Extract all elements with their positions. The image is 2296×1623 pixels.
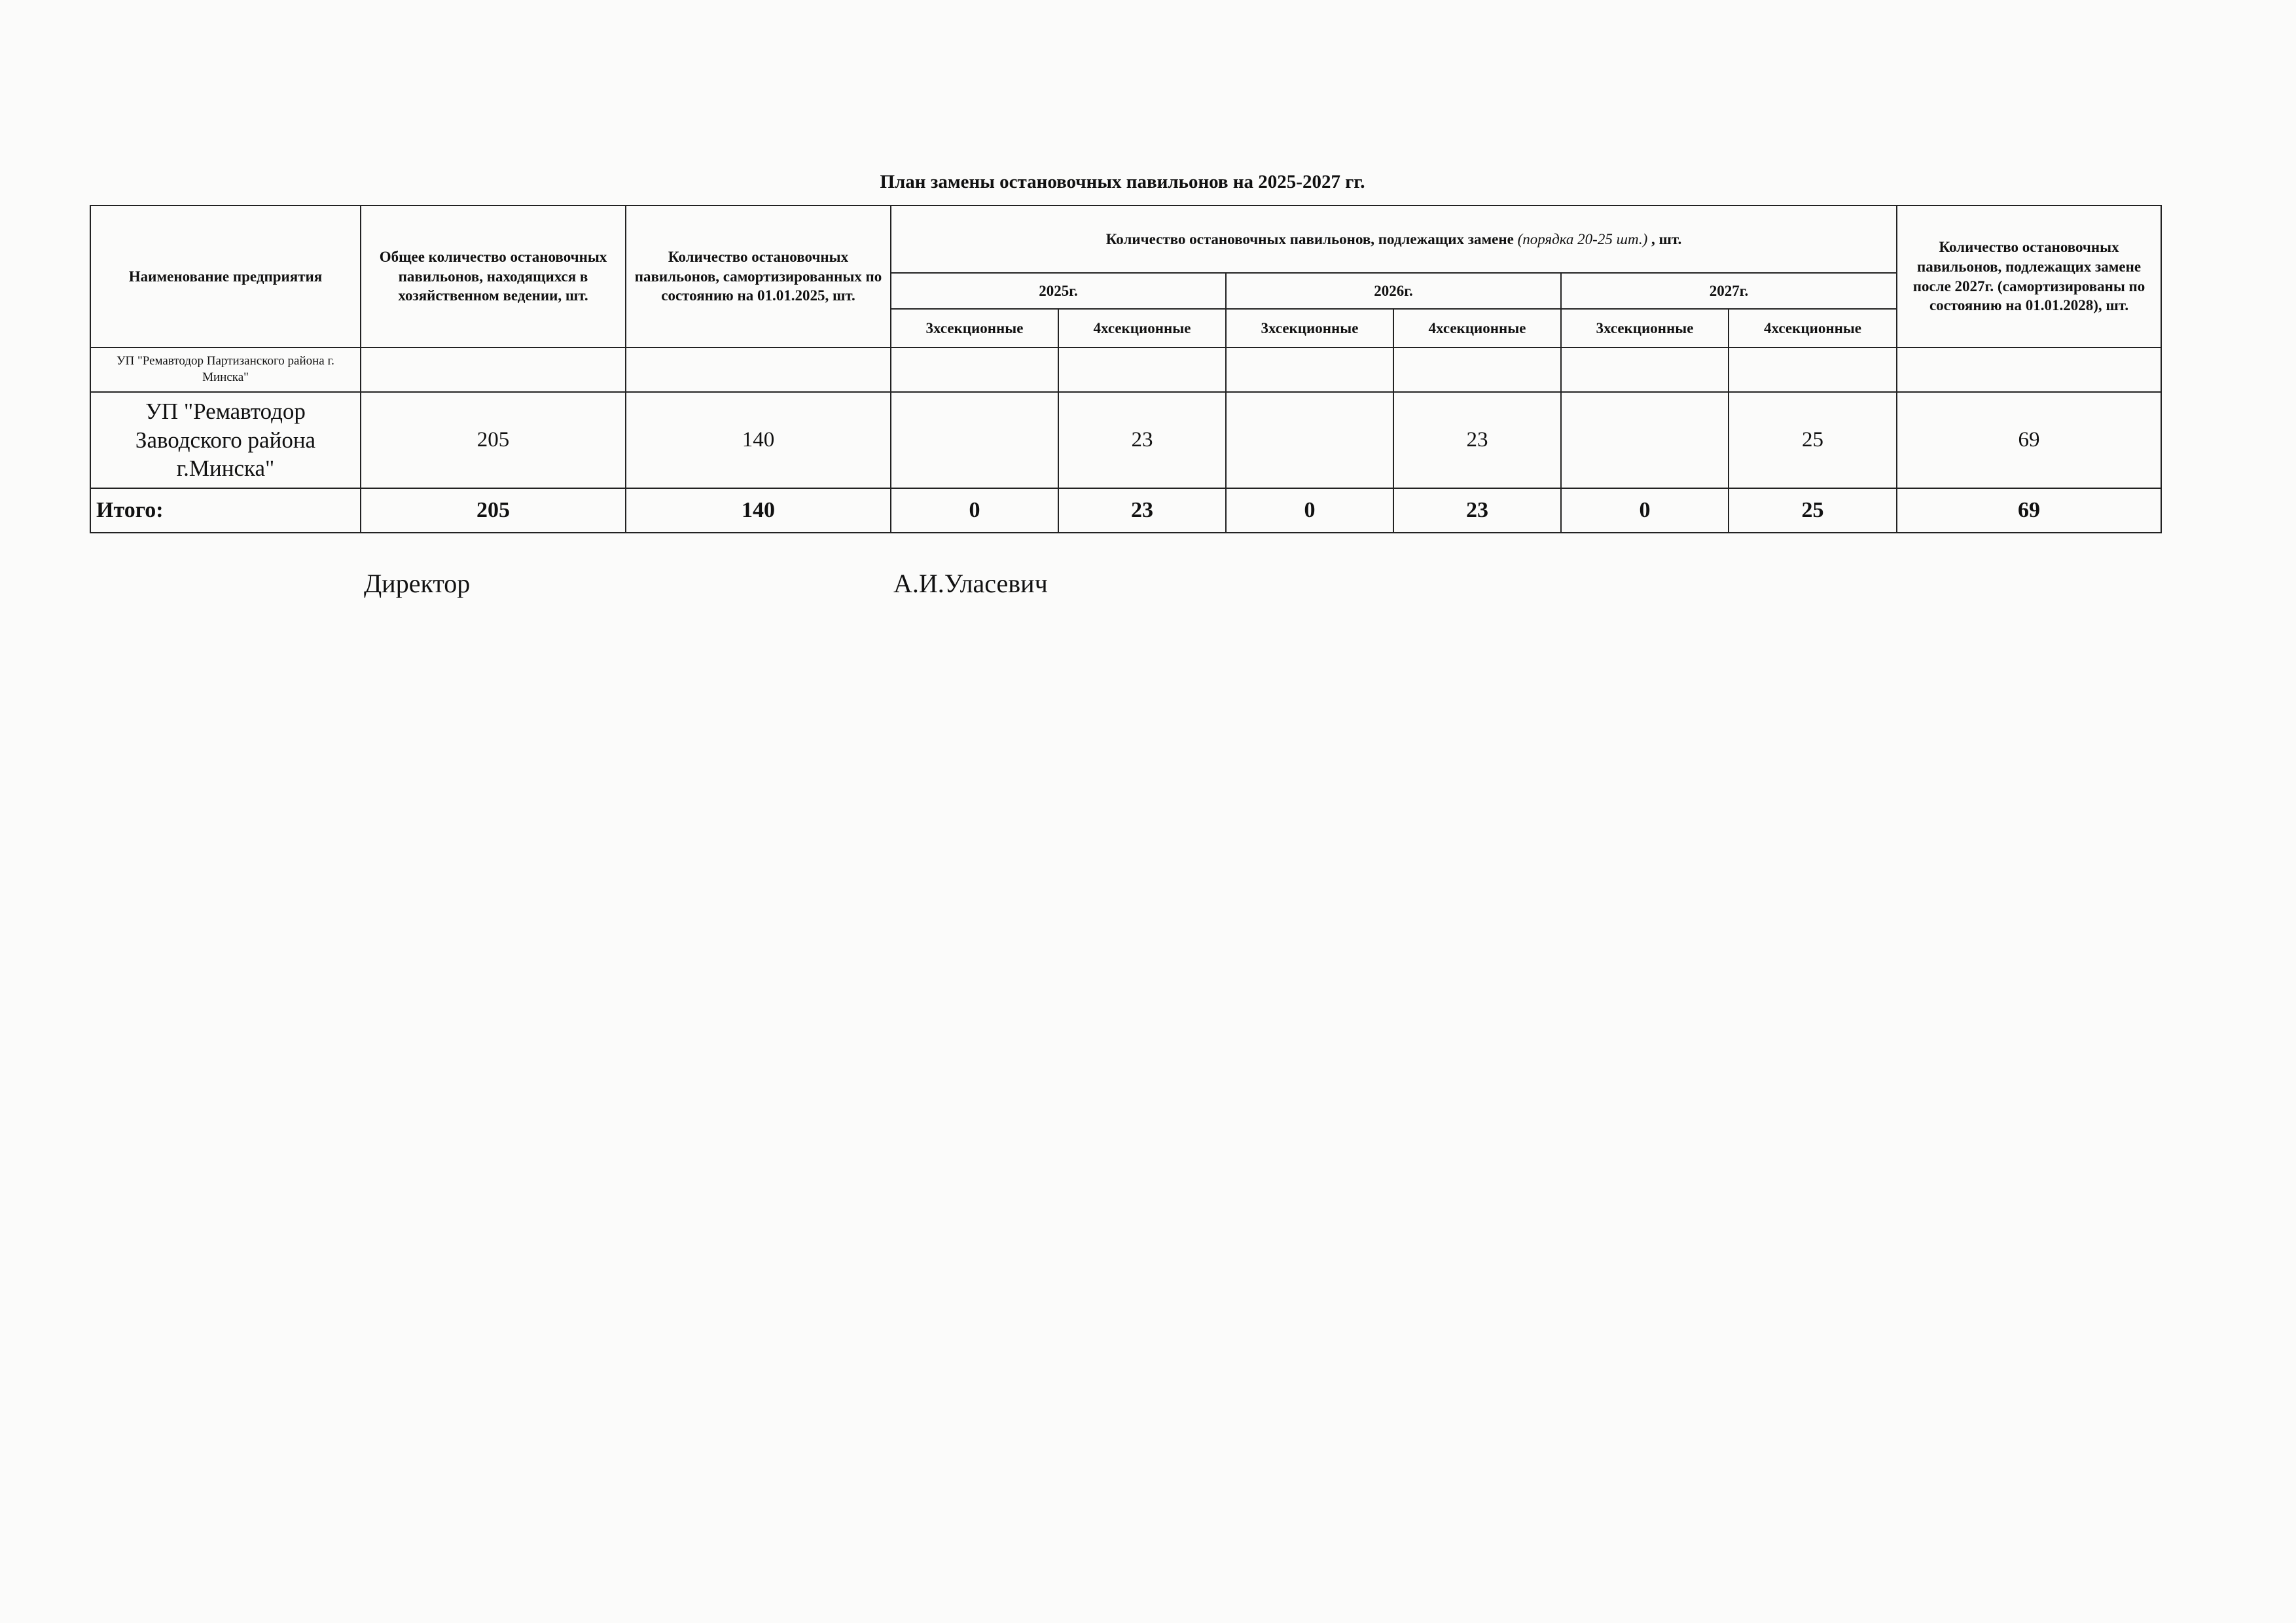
header-after-2027: Количество остановочных павильонов, подлежащих замене после 2027г. (самортизированы по состоянию на 01.01.2028), шт. bbox=[1897, 205, 2161, 348]
total-count-cell: 205 bbox=[361, 392, 626, 488]
y2027-4-section-sum: 25 bbox=[1729, 488, 1897, 533]
y2027-3-section-cell bbox=[1561, 392, 1729, 488]
enterprise-name-cell: УП "Ремавтодор Заводского района г.Минска" bbox=[90, 392, 361, 488]
after-2027-cell: 69 bbox=[1897, 392, 2161, 488]
y2027-4-section-cell bbox=[1729, 348, 1897, 392]
y2025-3-section-sum: 0 bbox=[891, 488, 1058, 533]
total-count-sum: 205 bbox=[361, 488, 626, 533]
header-2026-3-section: 3хсекционные bbox=[1226, 309, 1393, 348]
header-year-2027: 2027г. bbox=[1561, 273, 1897, 309]
header-2025-3-section: 3хсекционные bbox=[891, 309, 1058, 348]
document-title: План замены остановочных павильонов на 2025-2027 гг. bbox=[880, 171, 1365, 192]
header-2025-4-section: 4хсекционные bbox=[1058, 309, 1226, 348]
y2027-3-section-sum: 0 bbox=[1561, 488, 1729, 533]
amortized-count-cell bbox=[626, 348, 891, 392]
y2025-3-section-cell bbox=[891, 392, 1058, 488]
y2026-4-section-sum: 23 bbox=[1393, 488, 1561, 533]
y2027-3-section-cell bbox=[1561, 348, 1729, 392]
total-row bbox=[90, 488, 2161, 533]
after-2027-sum: 69 bbox=[1897, 488, 2161, 533]
total-count-cell bbox=[361, 348, 626, 392]
signature-name: А.И.Уласевич bbox=[893, 569, 1048, 598]
header-2027-4-section: 4хсекционные bbox=[1729, 309, 1897, 348]
y2026-4-section-cell bbox=[1393, 348, 1561, 392]
header-amortized-count: Количество остановочных павильонов, самортизированных по состоянию на 01.01.2025, шт. bbox=[626, 205, 891, 348]
table-row bbox=[90, 392, 2161, 488]
y2025-4-section-cell bbox=[1058, 348, 1226, 392]
enterprise-name-cell: УП "Ремавтодор Партизанского района г. Минска" bbox=[90, 348, 361, 392]
after-2027-cell bbox=[1897, 348, 2161, 392]
header-total-count: Общее количество остановочных павильонов, находящихся в хозяйственном ведении, шт. bbox=[361, 205, 626, 348]
y2026-4-section-cell: 23 bbox=[1393, 392, 1561, 488]
signature-role: Директор bbox=[364, 569, 471, 598]
y2027-4-section-cell: 25 bbox=[1729, 392, 1897, 488]
header-replacement-note: (порядка 20-25 шт.) bbox=[1517, 230, 1648, 247]
amortized-count-sum: 140 bbox=[626, 488, 891, 533]
header-year-2026: 2026г. bbox=[1226, 273, 1561, 309]
header-replacement-unit: , шт. bbox=[1647, 230, 1682, 247]
total-label: Итого: bbox=[90, 488, 361, 533]
y2026-3-section-sum: 0 bbox=[1226, 488, 1393, 533]
header-2027-3-section: 3хсекционные bbox=[1561, 309, 1729, 348]
y2025-4-section-cell: 23 bbox=[1058, 392, 1226, 488]
replacement-plan-table bbox=[90, 205, 2162, 533]
header-replacement-group bbox=[891, 205, 1897, 273]
y2026-3-section-cell bbox=[1226, 348, 1393, 392]
table-row bbox=[90, 348, 2161, 392]
amortized-count-cell: 140 bbox=[626, 392, 891, 488]
header-replacement-main: Количество остановочных павильонов, подлежащих замене bbox=[1105, 230, 1514, 247]
y2025-4-section-sum: 23 bbox=[1058, 488, 1226, 533]
header-2026-4-section: 4хсекционные bbox=[1393, 309, 1561, 348]
y2025-3-section-cell bbox=[891, 348, 1058, 392]
header-year-2025: 2025г. bbox=[891, 273, 1226, 309]
y2026-3-section-cell bbox=[1226, 392, 1393, 488]
header-enterprise-name: Наименование предприятия bbox=[90, 205, 361, 348]
